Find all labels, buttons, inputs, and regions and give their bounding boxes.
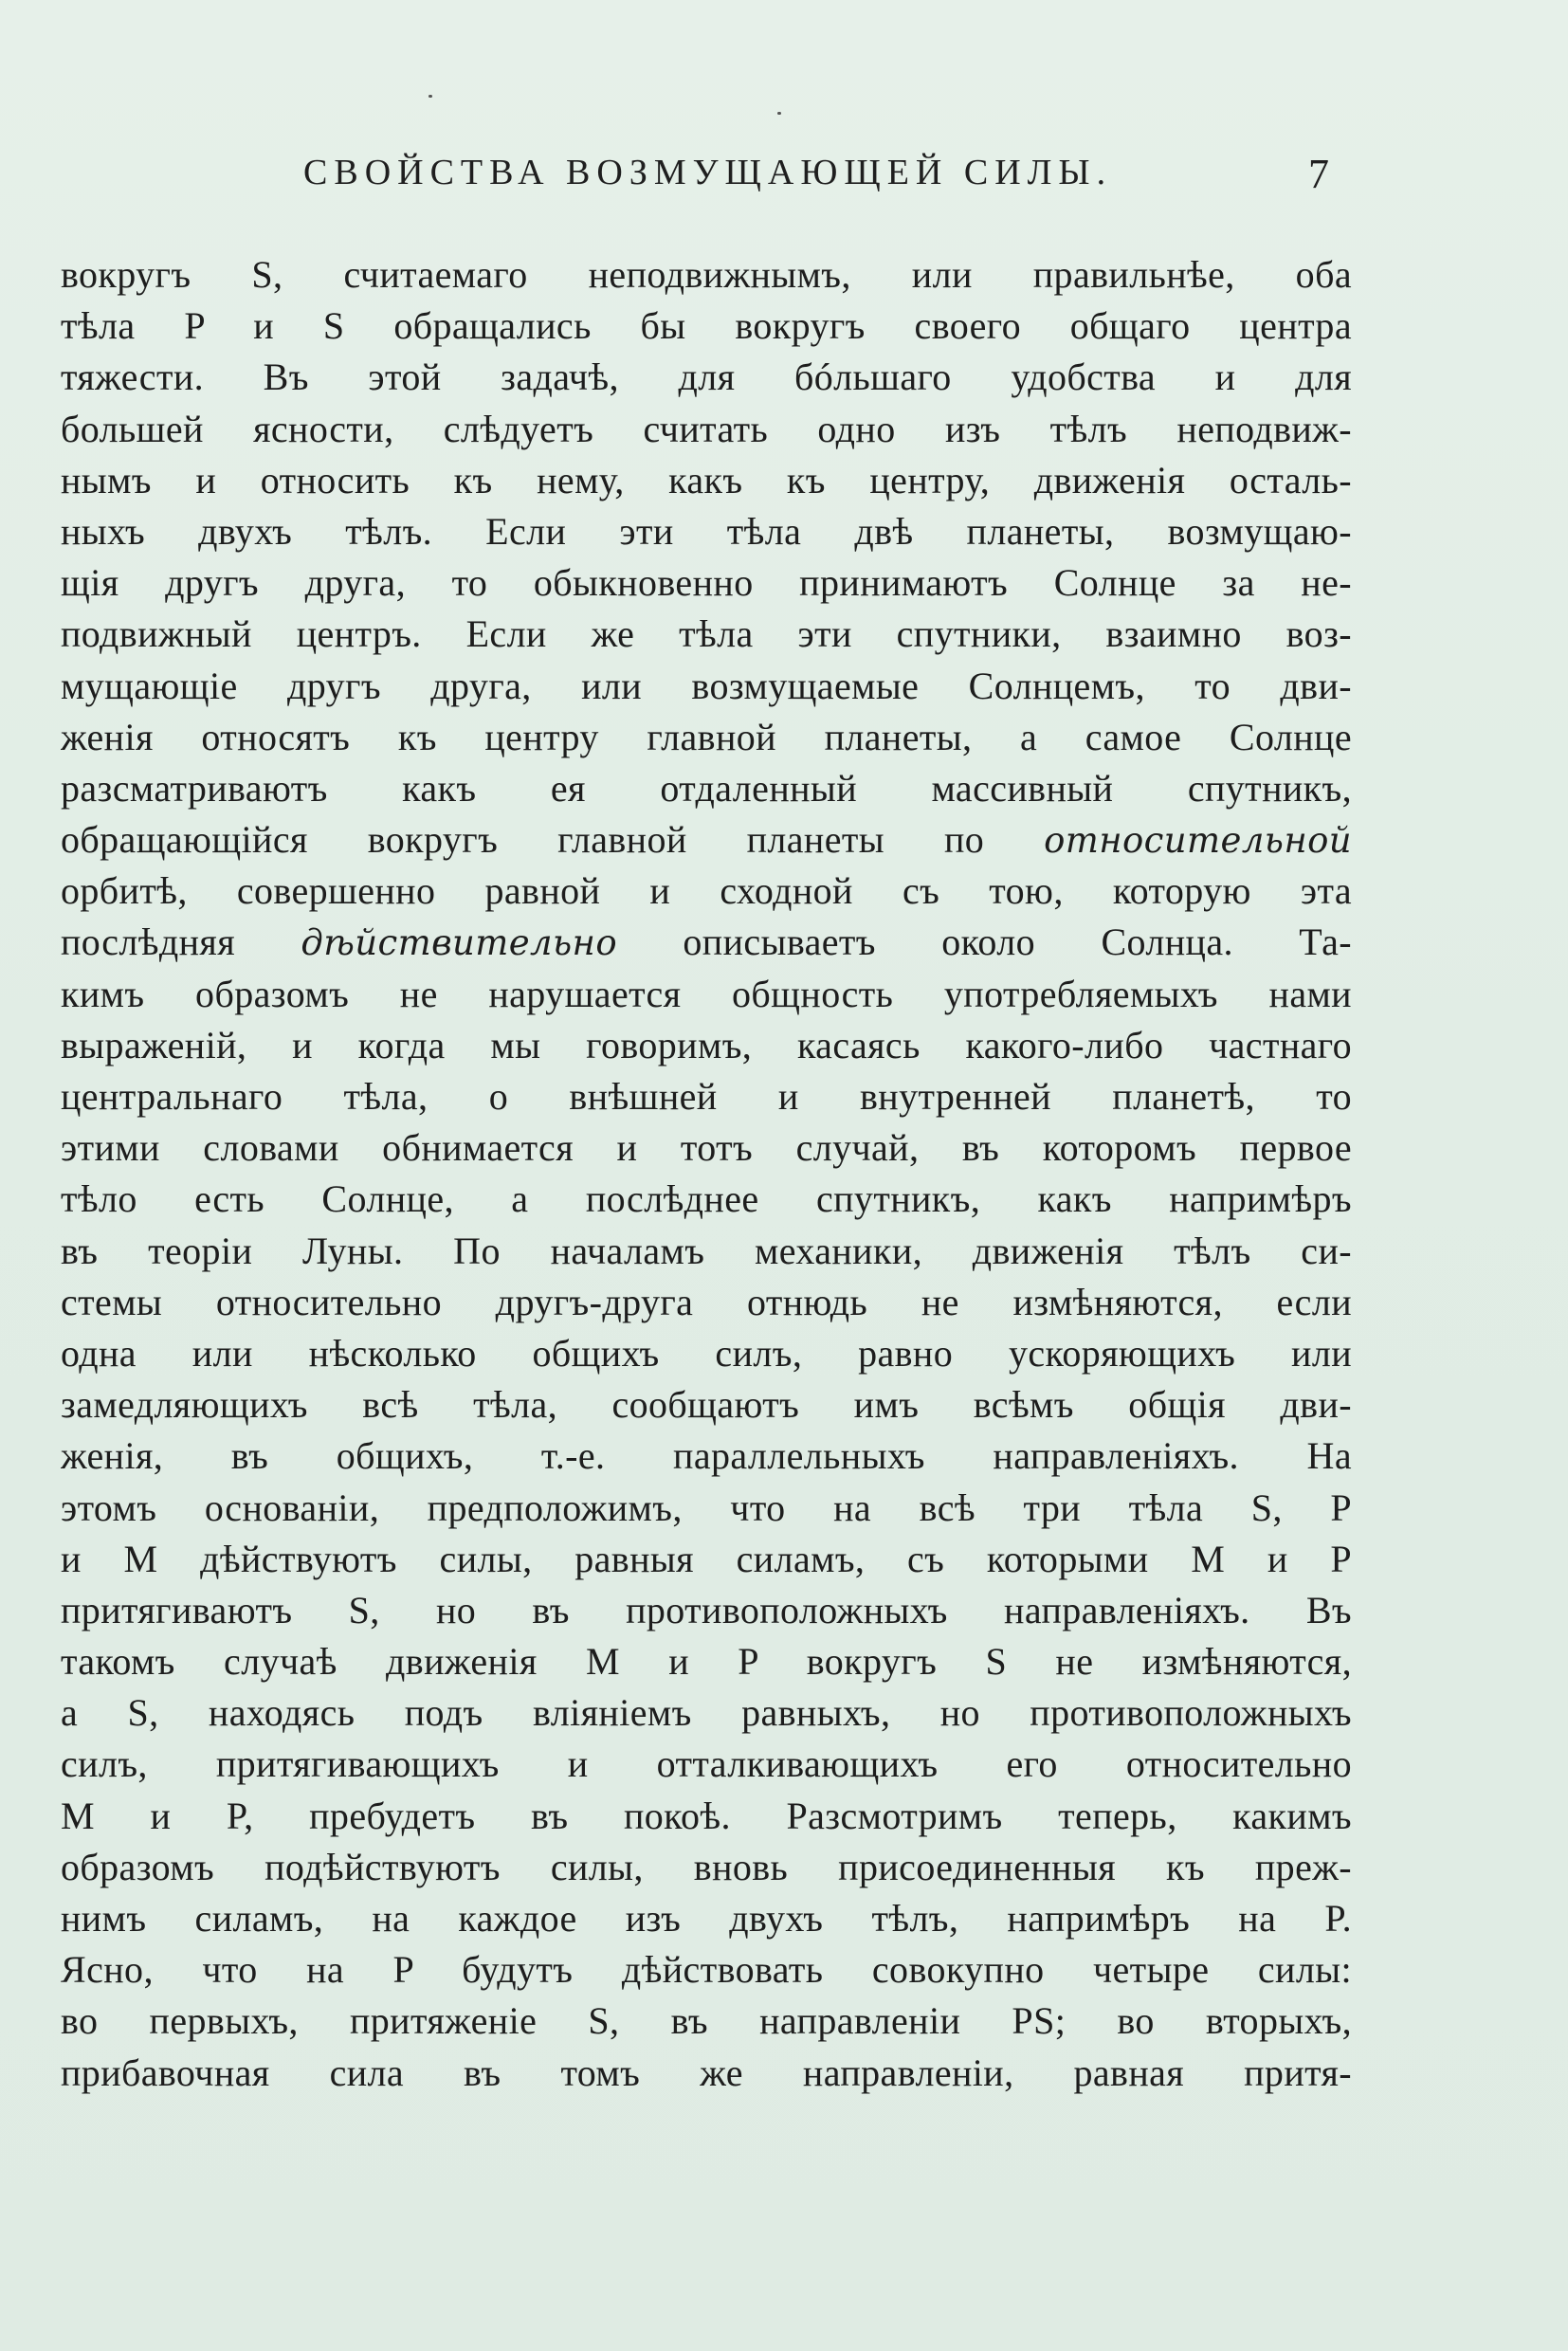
text-line-segment: женія, въ общихъ, т.-е. параллельныхъ направленіяхъ. На [61,1434,1352,1478]
text-line [61,763,1352,814]
text-line [61,1379,1352,1431]
text-line [61,455,1352,506]
text-line-segment: разсматриваютъ какъ ея отдаленный массивный спутникъ, [61,766,1352,810]
text-line [61,2048,1352,2099]
italic-emphasis: относительной [1044,820,1352,862]
text-line [61,1483,1352,1534]
print-speck [428,95,432,98]
text-line-segment: и M дѣйствуютъ силы, равныя силамъ, съ которыми M и P [61,1537,1352,1580]
text-line [61,352,1352,403]
text-line-segment: Ясно, что на P будутъ дѣйствовать совокупно четыре силы: [61,1948,1352,1992]
text-line [61,866,1352,917]
text-line [61,1585,1352,1636]
text-line-segment: ныхъ двухъ тѣлъ. Если эти тѣла двѣ планеты, возмущаю- [61,509,1352,553]
text-line-segment: такомъ случаѣ движенія M и P вокругъ S не измѣняются, [61,1640,1352,1684]
text-line-segment: этомъ основаніи, предположимъ, что на всѣ три тѣла S, P [61,1485,1352,1529]
text-line-segment: M и P, пребудетъ въ покоѣ. Разсмотримъ теперь, какимъ [61,1794,1352,1837]
text-line-segment: кимъ образомъ не нарушается общность употребляемыхъ нами [61,972,1352,1015]
text-line [61,1174,1352,1225]
text-line [61,1431,1352,1482]
text-line [61,1071,1352,1122]
text-line [61,969,1352,1020]
text-line-segment: нимъ силамъ, на каждое изъ двухъ тѣлъ, напримѣръ на P. [61,1897,1352,1940]
text-line-segment: во первыхъ, притяженіе S, въ направленіи PS; во вторыхъ, [61,1999,1352,2043]
text-line [61,1328,1352,1379]
text-line-segment: тѣла P и S обращались бы вокругъ своего общаго центра [61,304,1352,348]
text-line-segment: женія относятъ къ центру главной планеты, а самое Солнце [61,715,1352,758]
text-line-segment: щія другъ друга, то обыкновенно принимаютъ Солнце за не- [61,561,1352,605]
text-line [61,1020,1352,1071]
text-line-segment: этими словами обнимается и тотъ случай, въ которомъ первое [61,1126,1352,1170]
italic-emphasis: дѣйствительно [301,922,618,964]
text-line-segment: мущающіе другъ друга, или возмущаемые Солнцемъ, то дви- [61,664,1352,707]
text-line-segment: большей ясности, слѣдуетъ считать одно изъ тѣлъ неподвиж- [61,407,1352,450]
body-text [61,249,1352,2099]
text-line-segment: подвижный центръ. Если же тѣла эти спутники, взаимно воз- [61,612,1352,656]
text-line-segment: стемы относительно другъ-друга отнюдь не измѣняются, если [61,1280,1352,1323]
text-line [61,249,1352,301]
text-line [61,557,1352,609]
running-title: СВОЙСТВА ВОЗМУЩАЮЩЕЙ СИЛЫ. [303,153,1113,192]
text-line-segment: въ теоріи Луны. По началамъ механики, движенія тѣлъ си- [61,1229,1352,1272]
text-line-segment: притягиваютъ S, но въ противоположныхъ направленіяхъ. Въ [61,1588,1352,1631]
text-line [61,1226,1352,1277]
text-line-segment: одна или нѣсколько общихъ силъ, равно ускоряющихъ или [61,1331,1352,1375]
text-line [61,814,1352,866]
text-line-segment: прибавочная сила въ томъ же направленіи, равная притя- [61,2050,1352,2094]
text-line [61,301,1352,352]
text-line-segment: нымъ и относить къ нему, какъ къ центру, движенія осталь- [61,458,1352,501]
page-number: 7 [1308,151,1329,197]
page-header [0,152,1568,199]
text-line [61,1739,1352,1790]
text-line [61,1687,1352,1739]
text-line [61,917,1352,968]
text-line-segment: обращающійся вокругъ главной планеты по [61,818,1045,862]
text-line [61,712,1352,763]
text-line-segment: выраженій, и когда мы говоримъ, касаясь какого-либо частнаго [61,1023,1352,1066]
text-line [61,1791,1352,1842]
text-line-segment: описываетъ около Солнца. Та- [617,920,1352,964]
text-line [61,661,1352,712]
text-line-segment: орбитѣ, совершенно равной и сходной съ тою, которую эта [61,869,1352,913]
text-line-segment: тяжести. Въ этой задачѣ, для бóльшаго удобства и для [61,355,1352,399]
text-line [61,1996,1352,2047]
text-line [61,1842,1352,1893]
print-speck [777,112,781,115]
text-line [61,1636,1352,1687]
text-line [61,609,1352,660]
text-line-segment: послѣдняя [61,920,301,964]
text-line-segment: замедляющихъ всѣ тѣла, сообщаютъ имъ всѣмъ общія дви- [61,1383,1352,1427]
text-line-segment: силъ, притягивающихъ и отталкивающихъ его относительно [61,1742,1352,1786]
text-line [61,506,1352,557]
text-line [61,1944,1352,1996]
text-line-segment: вокругъ S, считаемаго неподвижнымъ, или правильнѣе, оба [61,253,1352,296]
text-line-segment: тѣло есть Солнце, а послѣднее спутникъ, какъ напримѣръ [61,1177,1352,1221]
text-line [61,1534,1352,1585]
text-line [61,1122,1352,1174]
text-line [61,1277,1352,1328]
text-line-segment: а S, находясь подъ вліяніемъ равныхъ, но противоположныхъ [61,1691,1352,1735]
text-line [61,404,1352,455]
text-line-segment: образомъ подѣйствуютъ силы, вновь присоединенныя къ преж- [61,1845,1352,1888]
text-line-segment: центральнаго тѣла, о внѣшней и внутренней планетѣ, то [61,1075,1352,1118]
text-line [61,1893,1352,1944]
